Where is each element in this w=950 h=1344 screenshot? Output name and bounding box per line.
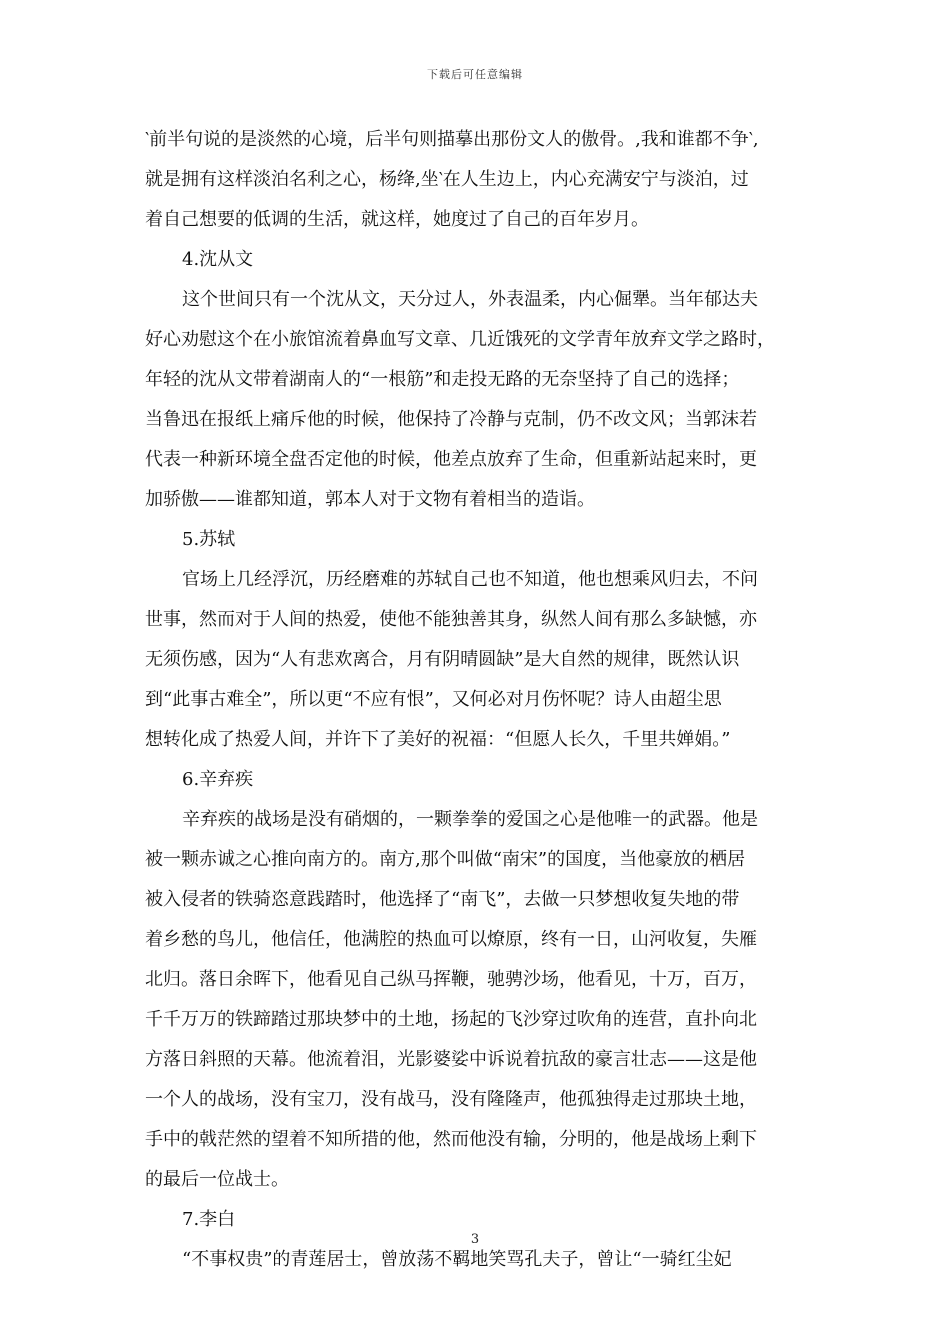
- text-line: ‵前半句说的是淡然的心境，后半句则描摹出那份文人的傲骨。,我和谁都不争‵,: [145, 129, 759, 150]
- text-line: 就是拥有这样淡泊名利之心，杨绛,坐‵在人生边上，内心充满安宁与淡泊，过: [145, 169, 749, 190]
- text-line: 北归。落日余晖下，他看见自己纵马挥鞭，驰骋沙场，他看见，十万，百万，: [145, 969, 757, 990]
- text-line: 到“此事古难全”，所以更“不应有恨”，又何必对月伤怀呢？诗人由超尘思: [145, 689, 722, 710]
- text-line: 方落日斜照的天幕。他流着泪，光影婆娑中诉说着抗敌的豪言壮志——这是他: [145, 1049, 757, 1070]
- text-line: 想转化成了热爱人间，并许下了美好的祝福：“但愿人长久，千里共婵娟。”: [145, 729, 731, 750]
- document-body: [145, 120, 810, 1280]
- section-heading: 5.苏轼: [182, 529, 236, 550]
- section-heading: 4.沈从文: [182, 249, 254, 270]
- text-line: 官场上几经浮沉，历经磨难的苏轼自己也不知道，他也想乘风归去，不问: [182, 569, 758, 590]
- text-line: “不事权贵”的青莲居士，曾放荡不羁地笑骂孔夫子，曾让“一骑红尘妃: [182, 1249, 732, 1270]
- text-line: 代表一种新环境全盘否定他的时候，他差点放弃了生命，但重新站起来时，更: [145, 449, 757, 470]
- text-line: 一个人的战场，没有宝刀，没有战马，没有隆隆声，他孤独得走过那块土地，: [145, 1089, 757, 1110]
- text-line: 世事，然而对于人间的热爱，使他不能独善其身，纵然人间有那么多缺憾，亦: [145, 609, 757, 630]
- text-line: 千千万万的铁蹄踏过那块梦中的土地，扬起的飞沙穿过吹角的连营，直扑向北: [145, 1009, 757, 1030]
- text-line: 手中的戟茫然的望着不知所措的他，然而他没有输，分明的，他是战场上剩下: [145, 1129, 757, 1150]
- text-line: 被一颗赤诚之心推向南方的。南方,那个叫做“南宋”的国度，当他豪放的栖居: [145, 849, 746, 870]
- text-line: 当鲁迅在报纸上痛斥他的时候，他保持了冷静与克制，仍不改文风；当郭沫若: [145, 409, 757, 430]
- text-line: 加骄傲——谁都知道，郭本人对于文物有着相当的造诣。: [145, 489, 595, 510]
- text-line: 着自己想要的低调的生活，就这样，她度过了自己的百年岁月。: [145, 209, 649, 230]
- text-line: 好心劝慰这个在小旅馆流着鼻血写文章、几近饿死的文学青年放弃文学之路时，: [145, 329, 775, 350]
- text-line: 年轻的沈从文带着湖南人的“一根筋”和走投无路的无奈坚持了自己的选择；: [145, 369, 740, 390]
- text-line: 这个世间只有一个沈从文，天分过人，外表温柔，内心倔犟。当年郁达夫: [182, 289, 758, 310]
- text-line: 被入侵者的铁骑恣意践踏时，他选择了“南飞”，去做一只梦想收复失地的带: [145, 889, 740, 910]
- text-line: 无须伤感，因为“人有悲欢离合，月有阴晴圆缺”是大自然的规律，既然认识: [145, 649, 740, 670]
- text-line: 的最后一位战士。: [145, 1169, 289, 1190]
- text-line: 着乡愁的鸟儿，他信任，他满腔的热血可以燎原，终有一日，山河收复，失雁: [145, 929, 757, 950]
- page-header: 下载后可任意编辑: [427, 68, 523, 81]
- section-heading: 6.辛弃疾: [182, 769, 254, 790]
- page-number: 3: [470, 1232, 480, 1247]
- text-line: 辛弃疾的战场是没有硝烟的，一颗拳拳的爱国之心是他唯一的武器。他是: [182, 809, 758, 830]
- section-heading: 7.李白: [182, 1209, 236, 1230]
